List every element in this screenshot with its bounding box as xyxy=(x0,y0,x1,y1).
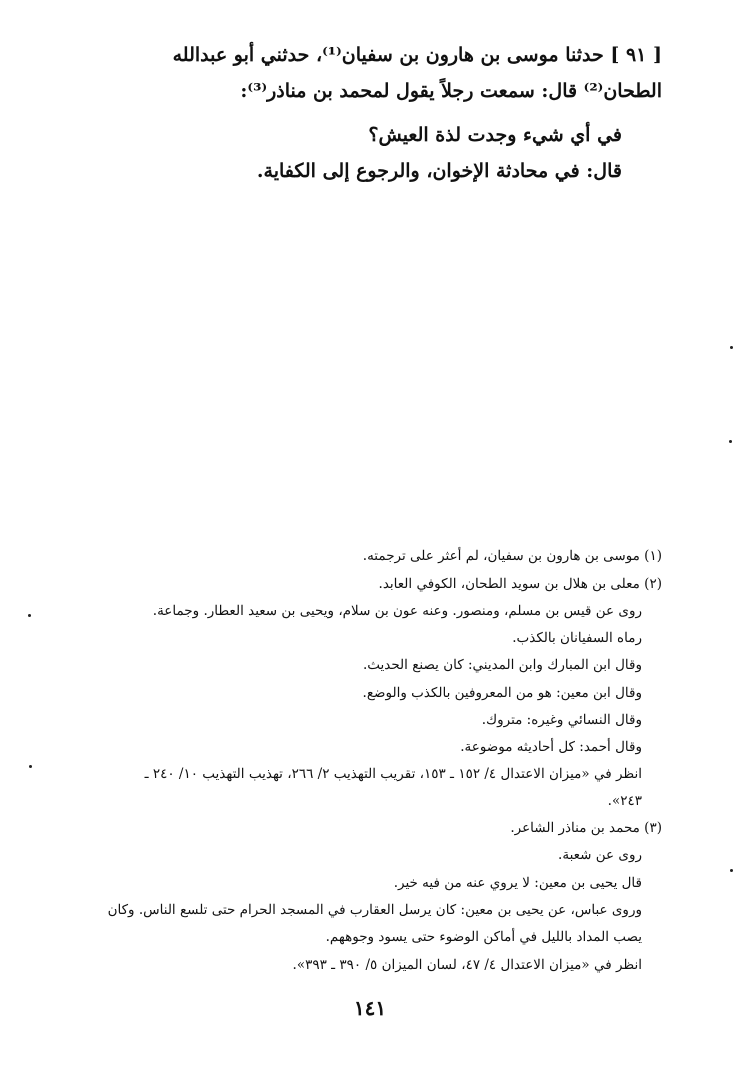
page-number: ١٤١ xyxy=(353,996,387,1020)
scan-speck xyxy=(729,440,732,443)
footnote-3-line-d: يصب المداد بالليل في أماكن الوضوء حتى يسود وجوههم. xyxy=(325,929,642,945)
footnote-2-line-d: وقال ابن معين: هو من المعروفين بالكذب والوضع. xyxy=(362,685,642,701)
quote-answer: قال: في محادثة الإخوان، والرجوع إلى الكفاية. xyxy=(256,160,622,182)
scan-speck xyxy=(730,869,733,872)
footnote-2-line-g: انظر في «ميزان الاعتدال ٤/ ١٥٢ ـ ١٥٣، تقريب التهذيب ٢/ ٢٦٦، تهذيب التهذيب ١٠/ ٢٤٠ ـ xyxy=(144,766,642,782)
footnote-2-line-b: رماه السفيانان بالكذب. xyxy=(512,630,642,646)
footnote-3: (٣) محمد بن مناذر الشاعر. xyxy=(510,820,662,836)
footnote-2-line-c: وقال ابن المبارك وابن المديني: كان يصنع الحديث. xyxy=(362,657,642,673)
footnote-2: (٢) معلى بن هلال بن سويد الطحان، الكوفي العابد. xyxy=(378,576,662,592)
footnote-2-line-f: وقال أحمد: كل أحاديثه موضوعة. xyxy=(460,739,642,755)
footnote-2-line-a: روى عن قيس بن مسلم، ومنصور. وعنه عون بن سلام، ويحيى بن سعيد العطار. وجماعة. xyxy=(152,603,642,619)
footnote-2-line-e: وقال النسائي وغيره: متروك. xyxy=(481,712,642,728)
footnote-1: (١) موسى بن هارون بن سفيان، لم أعثر على ترجمته. xyxy=(362,548,662,564)
footnote-2-line-h: ٢٤٣». xyxy=(607,793,642,809)
scan-speck xyxy=(29,765,32,768)
quote-question: في أي شيء وجدت لذة العيش؟ xyxy=(368,124,622,146)
footnote-3-line-a: روى عن شعبة. xyxy=(558,847,642,863)
text-line-2: الطحان⁽²⁾ قال: سمعت رجلاً يقول لمحمد بن مناذر⁽³⁾: xyxy=(240,80,662,102)
text-line-1: [ ٩١ ] حدثنا موسى بن هارون بن سفيان⁽¹⁾، حدثني أبو عبدالله xyxy=(172,44,662,66)
scan-speck xyxy=(28,614,31,617)
scan-speck xyxy=(730,346,733,349)
footnote-3-line-c: وروى عباس، عن يحيى بن معين: كان يرسل العقارب في المسجد الحرام حتى تلسع الناس. وكان xyxy=(107,902,642,918)
footnote-3-line-e: انظر في «ميزان الاعتدال ٤/ ٤٧، لسان الميزان ٥/ ٣٩٠ ـ ٣٩٣». xyxy=(292,957,642,973)
footnote-3-line-b: قال يحيى بن معين: لا يروي عنه من فيه خير. xyxy=(393,875,642,891)
